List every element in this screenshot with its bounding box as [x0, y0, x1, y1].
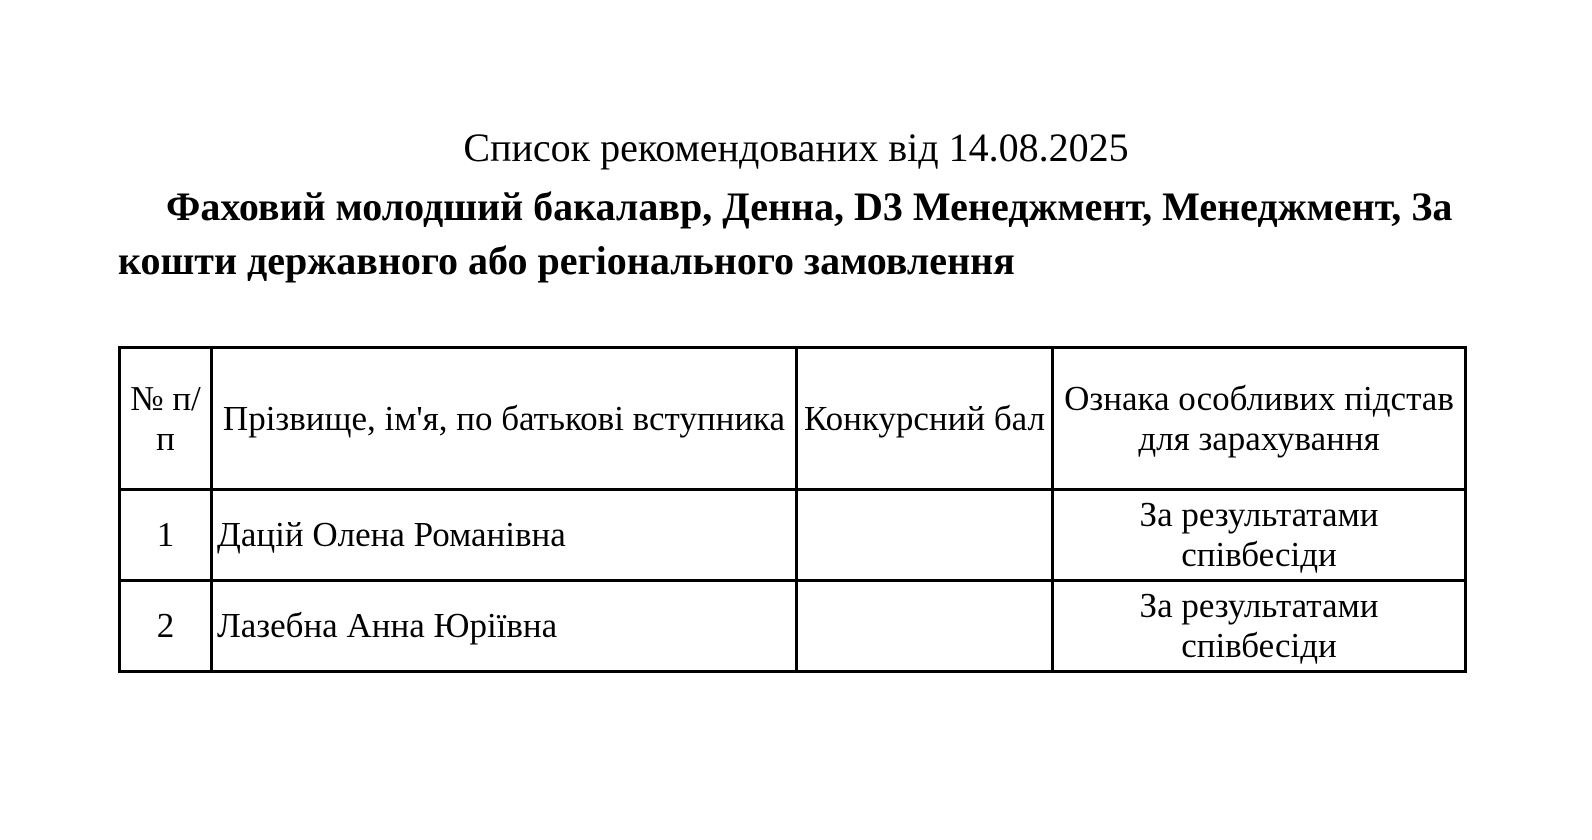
row-score	[797, 490, 1053, 581]
row-name: Лазебна Анна Юріївна	[212, 581, 797, 672]
document-title: Список рекомендованих від 14.08.2025	[463, 125, 1129, 170]
row-number: 2	[120, 581, 212, 672]
row-number: 1	[120, 490, 212, 581]
row-score	[797, 581, 1053, 672]
row-name: Дацій Олена Романівна	[212, 490, 797, 581]
header-basis: Ознака особливих підстав для зарахування	[1053, 348, 1466, 490]
document-subtitle: Фаховий молодший бакалавр, Денна, D3 Менеджмент, Менеджмент, За кошти державного або регіонального замовлення	[118, 184, 1453, 283]
applicants-table	[118, 346, 1467, 673]
table-row	[120, 581, 1466, 672]
row-basis: За результатами співбесіди	[1053, 581, 1466, 672]
table-header-row	[120, 348, 1466, 490]
header-name: Прізвище, ім'я, по батькові вступника	[212, 348, 797, 490]
table-row	[120, 490, 1466, 581]
row-basis: За результатами співбесіди	[1053, 490, 1466, 581]
header-number: № п/п	[120, 348, 212, 490]
header-score: Конкурсний бал	[797, 348, 1053, 490]
